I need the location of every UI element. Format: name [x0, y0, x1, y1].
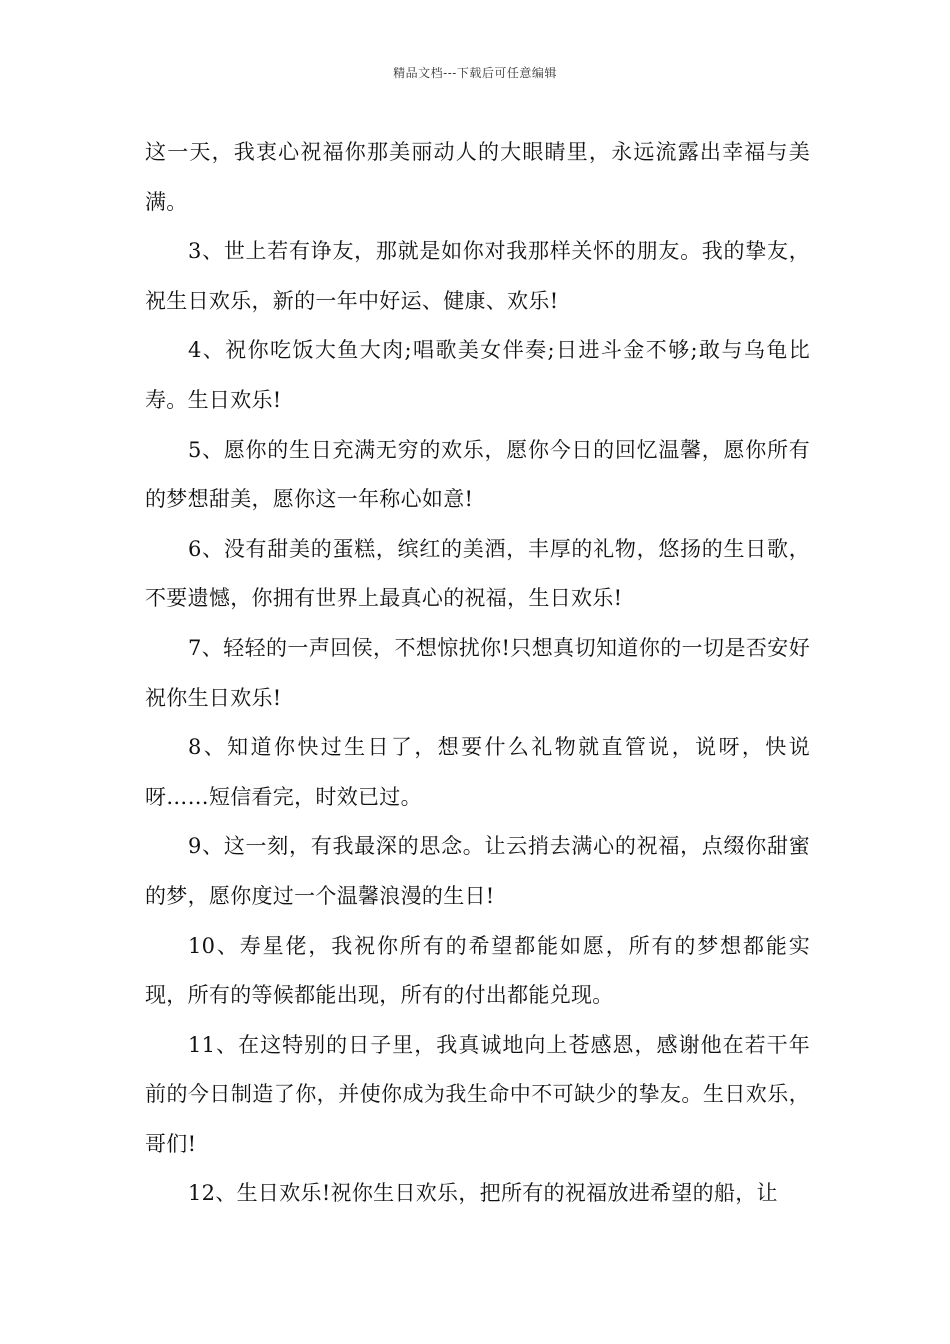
paragraph: 12、生日欢乐!祝你生日欢乐，把所有的祝福放进希望的船，让 — [188, 1181, 778, 1206]
paragraph: 9、这一刻，有我最深的思念。让云捎去满心的祝福，点缀你甜蜜的梦，愿你度过一个温馨浪漫的生日! — [145, 834, 810, 908]
paragraph: 6、没有甜美的蛋糕，缤红的美酒，丰厚的礼物，悠扬的生日歌，不要遗憾，你拥有世界上最真心的祝福，生日欢乐! — [145, 536, 810, 611]
paragraph: 7、轻轻的一声回侯，不想惊扰你!只想真切知道你的一切是否安好祝你生日欢乐! — [145, 635, 810, 710]
paragraph: 8、知道你快过生日了，想要什么礼物就直管说，说呀，快说呀……短信看完，时效已过。 — [145, 735, 810, 809]
paragraph: 11、在这特别的日子里，我真诚地向上苍感恩，感谢他在若干年前的今日制造了你，并使你成为我生命中不可缺少的挚友。生日欢乐，哥们! — [145, 1032, 810, 1156]
document-body — [145, 128, 810, 1219]
paragraph: 3、世上若有诤友，那就是如你对我那样关怀的朋友。我的挚友，祝生日欢乐，新的一年中好运、健康、欢乐! — [145, 239, 810, 313]
paragraph: 4、祝你吃饭大鱼大肉;唱歌美女伴奏;日进斗金不够;敢与乌龟比寿。生日欢乐! — [145, 338, 810, 412]
paragraph: 5、愿你的生日充满无穷的欢乐，愿你今日的回忆温馨，愿你所有的梦想甜美，愿你这一年称心如意! — [145, 437, 810, 512]
paragraph: 10、寿星佬，我祝你所有的希望都能如愿，所有的梦想都能实现，所有的等候都能出现，所有的付出都能兑现。 — [145, 933, 810, 1008]
page-header: 精品文档---下载后可任意编辑 — [393, 66, 557, 80]
paragraph: 这一天，我衷心祝福你那美丽动人的大眼睛里，永远流露出幸福与美满。 — [145, 140, 810, 214]
